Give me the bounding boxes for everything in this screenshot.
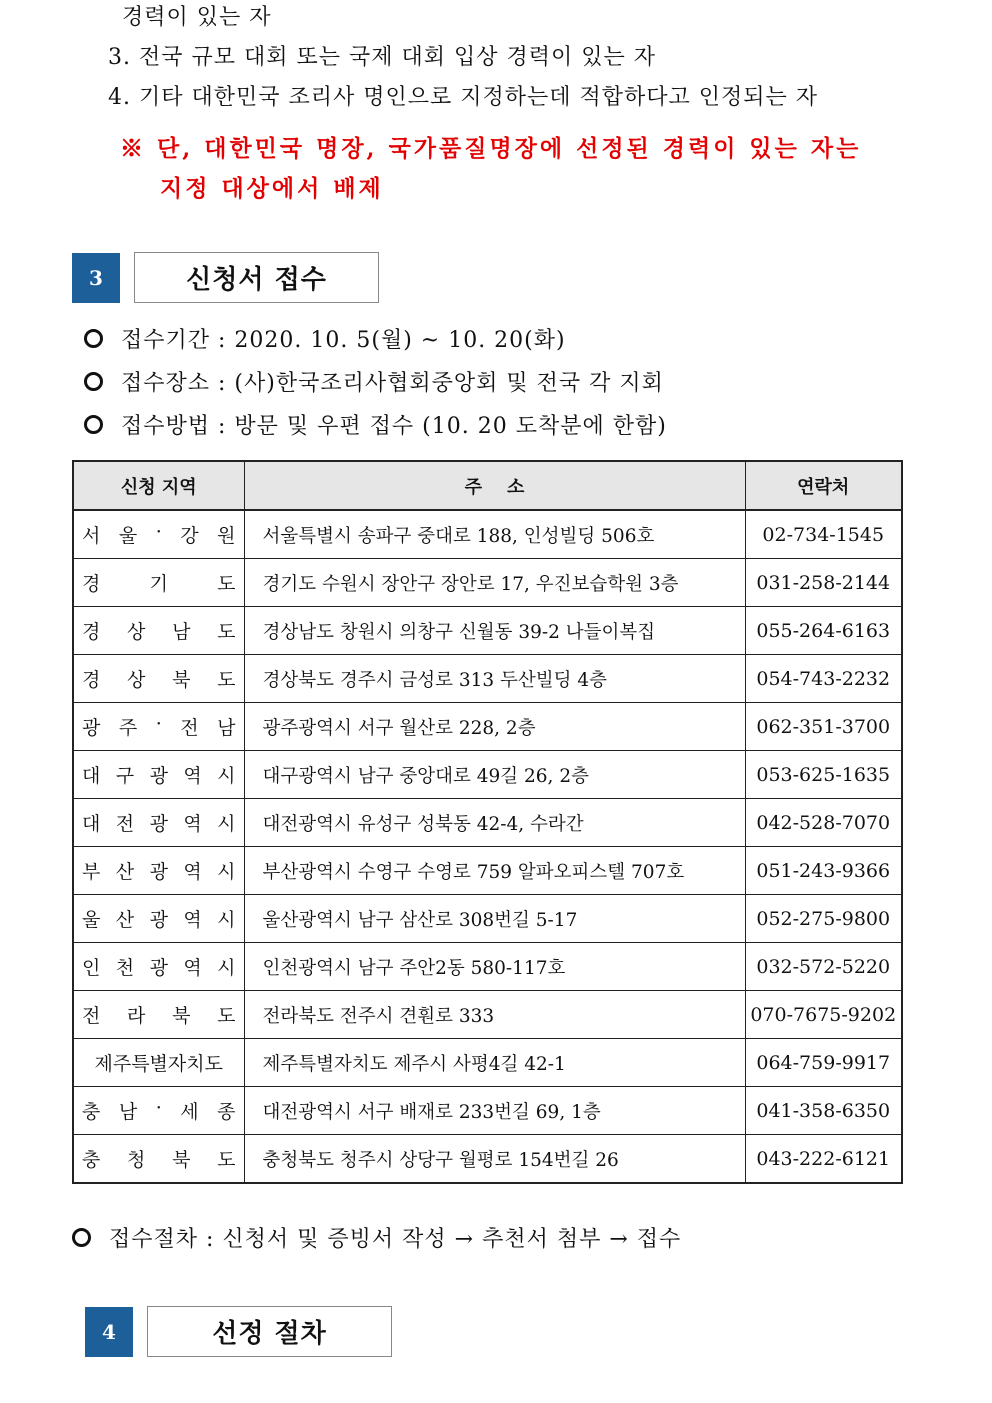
region-char: 기 <box>149 573 168 595</box>
region-char: 종 <box>217 1101 236 1123</box>
address-cell: 부산광역시 수영구 수영로 759 알파오피스텔 707호 <box>244 847 745 895</box>
region-name <box>82 1001 236 1028</box>
region-name <box>82 617 236 644</box>
region-char: 역 <box>183 765 202 787</box>
region-cell <box>73 703 244 751</box>
region-char: 도 <box>217 1149 236 1171</box>
region-char: 전 <box>115 813 135 835</box>
region-char: 시 <box>217 909 236 931</box>
region-char: 대 <box>82 765 101 787</box>
region-char: 도 <box>217 669 236 691</box>
contact-cell: 070-7675-9202 <box>745 991 902 1039</box>
region-cell <box>73 1135 244 1184</box>
region-char: 북 <box>172 1149 191 1171</box>
region-name <box>82 1049 236 1076</box>
address-cell: 제주특별자치도 제주시 사평4길 42-1 <box>244 1039 745 1087</box>
region-name <box>82 665 236 692</box>
region-char: 광 <box>149 813 168 835</box>
receipt-procedure-text: 접수절차 : 신청서 및 증빙서 작성 → 추천서 첨부 → 접수 <box>109 1227 682 1252</box>
address-cell: 인천광역시 남구 주안2동 580-117호 <box>244 943 745 991</box>
region-char: 광 <box>149 765 168 787</box>
region-char: 역 <box>183 957 202 979</box>
region-char: 대 <box>82 813 101 835</box>
region-char: 경 <box>82 669 101 691</box>
contact-cell: 062-351-3700 <box>745 703 902 751</box>
bullet-circle-icon <box>84 415 103 434</box>
header-address: 주 소 <box>244 461 745 510</box>
contact-cell: 054-743-2232 <box>745 655 902 703</box>
contact-cell: 051-243-9366 <box>745 847 902 895</box>
region-char: 강 <box>180 525 199 547</box>
region-char: 인 <box>82 957 101 979</box>
receipt-method <box>84 409 667 440</box>
table-row <box>73 991 902 1039</box>
region-char: · <box>155 713 162 735</box>
receipt-procedure <box>72 1222 681 1253</box>
table-row <box>73 1135 902 1184</box>
address-cell: 충청북도 청주시 상당구 월평로 154번길 26 <box>244 1135 745 1184</box>
table-row <box>73 607 902 655</box>
region-char: 도 <box>217 1005 236 1027</box>
region-name <box>82 1145 236 1172</box>
contact-cell: 032-572-5220 <box>745 943 902 991</box>
contact-cell: 064-759-9917 <box>745 1039 902 1087</box>
section4-number: 4 <box>85 1307 133 1357</box>
region-char: 원 <box>217 525 236 547</box>
region-char: 부 <box>82 861 101 883</box>
receipt-method-text: 접수방법 : 방문 및 우편 접수 (10. 20 도착분에 한함) <box>121 414 667 439</box>
region-char: 역 <box>183 861 202 883</box>
region-char: 남 <box>172 621 191 643</box>
region-name <box>82 1097 236 1124</box>
region-char: 북 <box>172 669 191 691</box>
header-contact: 연락처 <box>745 461 902 510</box>
region-name <box>82 761 236 788</box>
contact-cell: 043-222-6121 <box>745 1135 902 1184</box>
region-char: 제주특별자치도 <box>94 1053 223 1075</box>
table-row <box>73 847 902 895</box>
region-char: 광 <box>82 717 101 739</box>
region-cell <box>73 847 244 895</box>
contact-cell: 042-528-7070 <box>745 799 902 847</box>
contact-cell: 02-734-1545 <box>745 510 902 559</box>
receipt-place <box>84 366 664 397</box>
region-cell <box>73 895 244 943</box>
region-cell <box>73 1039 244 1087</box>
region-char: 시 <box>217 957 236 979</box>
region-char: · <box>155 1097 162 1119</box>
criteria-item-3: 3. 전국 규모 대회 또는 국제 대회 입상 경력이 있는 자 <box>108 45 656 70</box>
region-char: 역 <box>183 909 202 931</box>
contact-cell: 031-258-2144 <box>745 559 902 607</box>
region-char: 도 <box>217 621 236 643</box>
exclusion-warning-line2: 지정 대상에서 배제 <box>160 175 384 202</box>
receipt-place-text: 접수장소 : (사)한국조리사협회중앙회 및 전국 각 지회 <box>121 371 664 396</box>
region-char: 광 <box>149 909 168 931</box>
region-char: 충 <box>82 1149 101 1171</box>
table-row <box>73 703 902 751</box>
region-char: 경 <box>82 621 101 643</box>
region-name <box>82 521 236 548</box>
region-cell <box>73 1087 244 1135</box>
region-name <box>82 953 236 980</box>
region-cell <box>73 559 244 607</box>
region-cell <box>73 607 244 655</box>
contact-cell: 055-264-6163 <box>745 607 902 655</box>
table-row <box>73 559 902 607</box>
region-char: 천 <box>115 957 135 979</box>
table-row <box>73 655 902 703</box>
region-char: 상 <box>127 669 146 691</box>
section4-title: 선정 절차 <box>147 1306 392 1357</box>
header-region: 신청 지역 <box>73 461 244 510</box>
table-row <box>73 895 902 943</box>
region-char: 서 <box>82 525 101 547</box>
address-cell: 전라북도 전주시 견훤로 333 <box>244 991 745 1039</box>
receipt-period <box>84 323 566 354</box>
contact-cell: 041-358-6350 <box>745 1087 902 1135</box>
region-char: 남 <box>118 1101 138 1123</box>
address-cell: 서울특별시 송파구 중대로 188, 인성빌딩 506호 <box>244 510 745 559</box>
contact-cell: 053-625-1635 <box>745 751 902 799</box>
region-char: 경 <box>82 573 101 595</box>
address-cell: 대구광역시 남구 중앙대로 49길 26, 2층 <box>244 751 745 799</box>
address-cell: 경상북도 경주시 금성로 313 두산빌딩 4층 <box>244 655 745 703</box>
region-char: 전 <box>180 717 199 739</box>
region-char: 라 <box>127 1005 146 1027</box>
region-char: 시 <box>217 861 236 883</box>
address-cell: 대전광역시 유성구 성북동 42-4, 수라간 <box>244 799 745 847</box>
region-char: 도 <box>217 573 236 595</box>
region-cell <box>73 991 244 1039</box>
region-char: 구 <box>115 765 135 787</box>
region-char: 산 <box>115 861 135 883</box>
region-cell <box>73 799 244 847</box>
region-char: 울 <box>82 909 101 931</box>
region-char: 역 <box>183 813 202 835</box>
bullet-circle-icon <box>72 1228 91 1247</box>
region-name <box>82 905 236 932</box>
table-row <box>73 751 902 799</box>
region-name <box>82 809 236 836</box>
region-name <box>82 713 236 740</box>
section3-number: 3 <box>72 253 120 303</box>
address-cell: 광주광역시 서구 월산로 228, 2층 <box>244 703 745 751</box>
address-cell: 경상남도 창원시 의창구 신월동 39-2 나들이복집 <box>244 607 745 655</box>
criteria-item-4: 4. 기타 대한민국 조리사 명인으로 지정하는데 적합하다고 인정되는 자 <box>108 85 818 110</box>
region-char: 남 <box>217 717 236 739</box>
region-char: 주 <box>118 717 138 739</box>
region-char: 광 <box>149 861 168 883</box>
region-char: 충 <box>82 1101 101 1123</box>
exclusion-warning-line1: ※ 단, 대한민국 명장, 국가품질명장에 선정된 경력이 있는 자는 <box>120 135 862 162</box>
region-char: 광 <box>149 957 168 979</box>
address-cell: 대전광역시 서구 배재로 233번길 69, 1층 <box>244 1087 745 1135</box>
address-cell: 울산광역시 남구 삼산로 308번길 5-17 <box>244 895 745 943</box>
region-cell <box>73 751 244 799</box>
region-cell <box>73 510 244 559</box>
table-row <box>73 943 902 991</box>
region-name <box>82 857 236 884</box>
section3-title: 신청서 접수 <box>134 252 379 303</box>
table-row <box>73 510 902 559</box>
table-row <box>73 799 902 847</box>
table-header-row <box>73 461 902 510</box>
region-cell <box>73 943 244 991</box>
table-row <box>73 1039 902 1087</box>
receipt-period-text: 접수기간 : 2020. 10. 5(월) ~ 10. 20(화) <box>121 328 566 353</box>
region-char: 상 <box>127 621 146 643</box>
region-char: 시 <box>217 765 236 787</box>
table-body <box>73 510 902 1183</box>
region-char: · <box>155 521 162 543</box>
region-char: 청 <box>127 1149 146 1171</box>
contact-cell: 052-275-9800 <box>745 895 902 943</box>
bullet-circle-icon <box>84 329 103 348</box>
address-cell: 경기도 수원시 장안구 장안로 17, 우진보습학원 3층 <box>244 559 745 607</box>
region-char: 전 <box>82 1005 101 1027</box>
bullet-circle-icon <box>84 372 103 391</box>
region-char: 북 <box>172 1005 191 1027</box>
table-row <box>73 1087 902 1135</box>
regional-office-table <box>72 460 903 1184</box>
criteria-continuation: 경력이 있는 자 <box>122 5 272 30</box>
region-char: 시 <box>217 813 236 835</box>
region-name <box>82 569 236 596</box>
region-char: 산 <box>115 909 135 931</box>
region-char: 울 <box>118 525 138 547</box>
region-char: 세 <box>180 1101 199 1123</box>
region-cell <box>73 655 244 703</box>
